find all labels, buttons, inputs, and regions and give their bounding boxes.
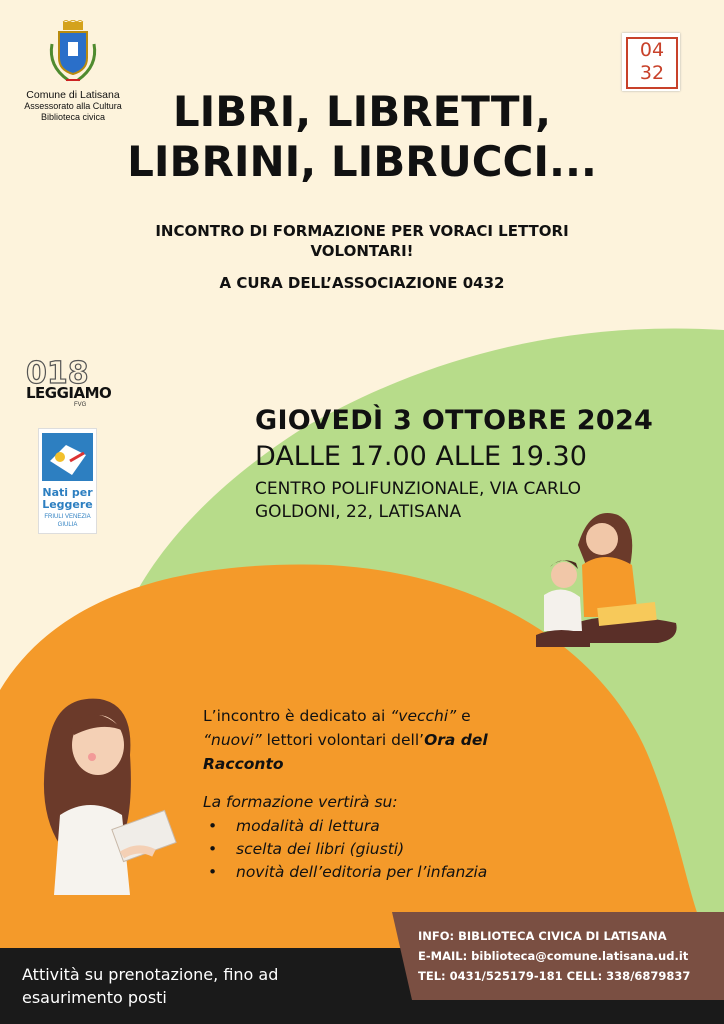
topic-item: • scelta dei libri (giusti) bbox=[208, 838, 487, 861]
logo-top-digits: 04 bbox=[639, 39, 665, 61]
desc-text-a: L’incontro è dedicato ai bbox=[203, 707, 391, 725]
municipality-dept: Assessorato alla Cultura bbox=[24, 101, 122, 111]
npl-line-1: Nati per bbox=[42, 486, 93, 499]
info-library: INFO: BIBLIOTECA CIVICA DI LATISANA bbox=[418, 929, 667, 943]
npl-book-icon bbox=[40, 431, 95, 483]
topics-list bbox=[208, 815, 487, 884]
desc-old: “vecchi” bbox=[390, 707, 457, 725]
municipality-name: Comune di Latisana bbox=[26, 89, 120, 101]
organizer-text: A CURA DELL’ASSOCIAZIONE 0432 bbox=[219, 274, 505, 292]
subtitle-line-2: VOLONTARI! bbox=[310, 242, 414, 260]
subtitle-line-1: INCONTRO DI FORMAZIONE PER VORACI LETTORI bbox=[155, 222, 569, 240]
girl-reading-illustration bbox=[30, 695, 185, 895]
npl-line-3: FRIULI VENEZIA bbox=[44, 514, 91, 520]
municipality-crest bbox=[46, 20, 100, 93]
topic-item: • modalità di lettura bbox=[208, 815, 487, 838]
description-paragraph bbox=[203, 704, 563, 776]
event-place-line-2: GOLDONI, 22, LATISANA bbox=[255, 502, 462, 522]
leggiamo-word: LEGGIAMO bbox=[26, 384, 112, 402]
topics-title: La formazione vertirà su: bbox=[203, 793, 398, 811]
event-date: GIOVEDÌ 3 OTTOBRE 2024 bbox=[255, 405, 654, 436]
desc-text-c: lettori volontari dell’ bbox=[261, 731, 425, 749]
leggiamo-logo bbox=[26, 356, 126, 410]
leggiamo-number: 018 bbox=[26, 356, 89, 391]
logo-bottom-digits: 32 bbox=[639, 62, 665, 84]
topic-item: • novità dell’editoria per l’infanzia bbox=[208, 861, 487, 884]
info-text bbox=[418, 926, 690, 986]
event-place-line-1: CENTRO POLIFUNZIONALE, VIA CARLO bbox=[255, 479, 582, 499]
title-line-2: LIBRINI, LIBRUCCI... bbox=[127, 137, 597, 186]
npl-line-4: GIULIA bbox=[57, 522, 78, 528]
event-time: DALLE 17.00 ALLE 19.30 bbox=[255, 441, 587, 472]
mother-child-reading-illustration bbox=[530, 505, 690, 655]
booking-note bbox=[22, 963, 392, 1009]
desc-ora-del-racconto: Ora del Racconto bbox=[203, 731, 488, 773]
association-0432-logo bbox=[622, 33, 680, 91]
leggiamo-region: FVG bbox=[74, 402, 87, 408]
info-email: E-MAIL: biblioteca@comune.latisana.ud.it bbox=[418, 949, 689, 963]
info-phone: TEL: 0431/525179-181 CELL: 338/6879837 bbox=[418, 969, 691, 983]
desc-text-b: e bbox=[456, 707, 471, 725]
municipality-library: Biblioteca civica bbox=[40, 112, 106, 122]
nati-per-leggere-logo bbox=[38, 428, 97, 534]
desc-new: “nuovi” bbox=[203, 731, 262, 749]
booking-line-2: esaurimento posti bbox=[22, 988, 167, 1007]
title-line-1: LIBRI, LIBRETTI, bbox=[172, 87, 552, 136]
booking-line-1: Attività su prenotazione, fino ad bbox=[22, 965, 279, 984]
npl-line-2: Leggere bbox=[42, 498, 93, 511]
